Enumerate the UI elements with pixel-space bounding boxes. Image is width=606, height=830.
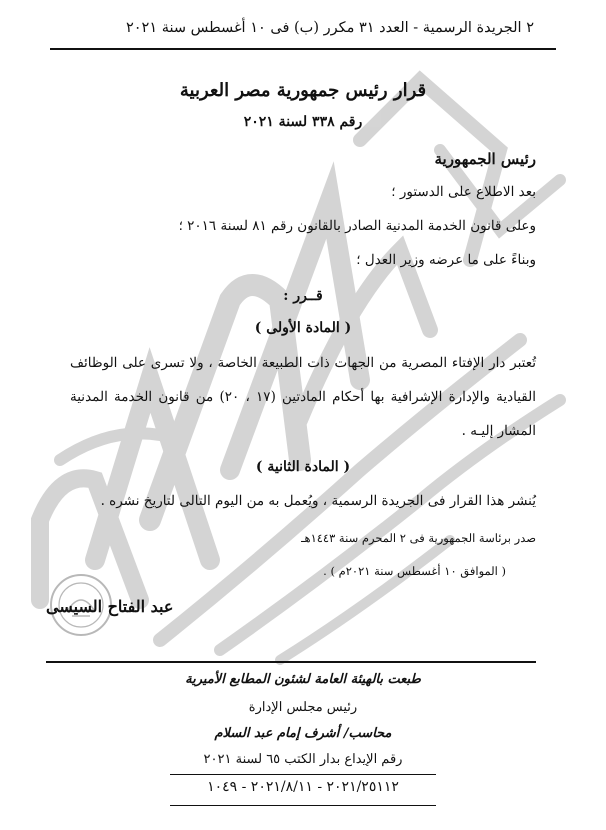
print-code: ٢٠٢١/٢٥١١٢ - ٢٠٢١/٨/١١ - ١٠٤٩ [207,779,399,795]
decided-heading: قــرر : [283,288,323,304]
chairman-name: محاسب/ أشرف إمام عبد السلام [214,726,392,741]
header-rule [50,48,556,50]
chairman-title: رئيس مجلس الإدارة [248,700,358,715]
article1-line-2: القيادية والإدارة الإشرافية بها أحكام المادتين (١٧ ، ٢٠) من قانون الخدمة المدنية [70,389,536,405]
corresponding-date: ( الموافق ١٠ أغسطس سنة ٢٠٢١م ) . [323,564,506,578]
president-label: رئيس الجمهورية [434,150,536,168]
issued-date: صدر برئاسة الجمهورية فى ٢ المحرم سنة ١٤٤٣هـ [301,531,536,545]
deposit-underline [170,774,436,775]
preamble-justice-minister: وبناءً على ما عرضه وزير العدل ؛ [356,252,536,268]
footer-rule [46,661,536,663]
preamble-constitution: بعد الاطلاع على الدستور ؛ [391,184,536,200]
legal-deposit-number: رقم الإيداع بدار الكتب ٦٥ لسنة ٢٠٢١ [203,752,403,767]
code-underline [170,805,436,806]
president-signature: عبد الفتاح السيسى [46,597,174,616]
running-header: ٢ الجريدة الرسمية - العدد ٣١ مكرر (ب) فى ١٠ أغسطس سنة ٢٠٢١ [125,20,534,36]
decree-number: رقم ٣٣٨ لسنة ٢٠٢١ [243,114,363,130]
article2-heading: ( المادة الثانية ) [255,459,351,475]
decree-title: قرار رئيس جمهورية مصر العربية [179,80,427,101]
article1-line-3: المشار إليـه . [461,423,536,439]
printer-name: طبعت بالهيئة العامة لشئون المطابع الأميرية [185,672,421,687]
article1-line-1: تُعتبر دار الإفتاء المصرية من الجهات ذات الطبيعة الخاصة ، ولا تسرى على الوظائف [70,355,536,371]
article1-heading: ( المادة الأولى ) [254,320,352,336]
article2-text: يُنشر هذا القرار فى الجريدة الرسمية ، ويُعمل به من اليوم التالى لتاريخ نشره . [100,493,536,509]
preamble-civil-service-law: وعلى قانون الخدمة المدنية الصادر بالقانون رقم ٨١ لسنة ٢٠١٦ ؛ [178,218,536,234]
